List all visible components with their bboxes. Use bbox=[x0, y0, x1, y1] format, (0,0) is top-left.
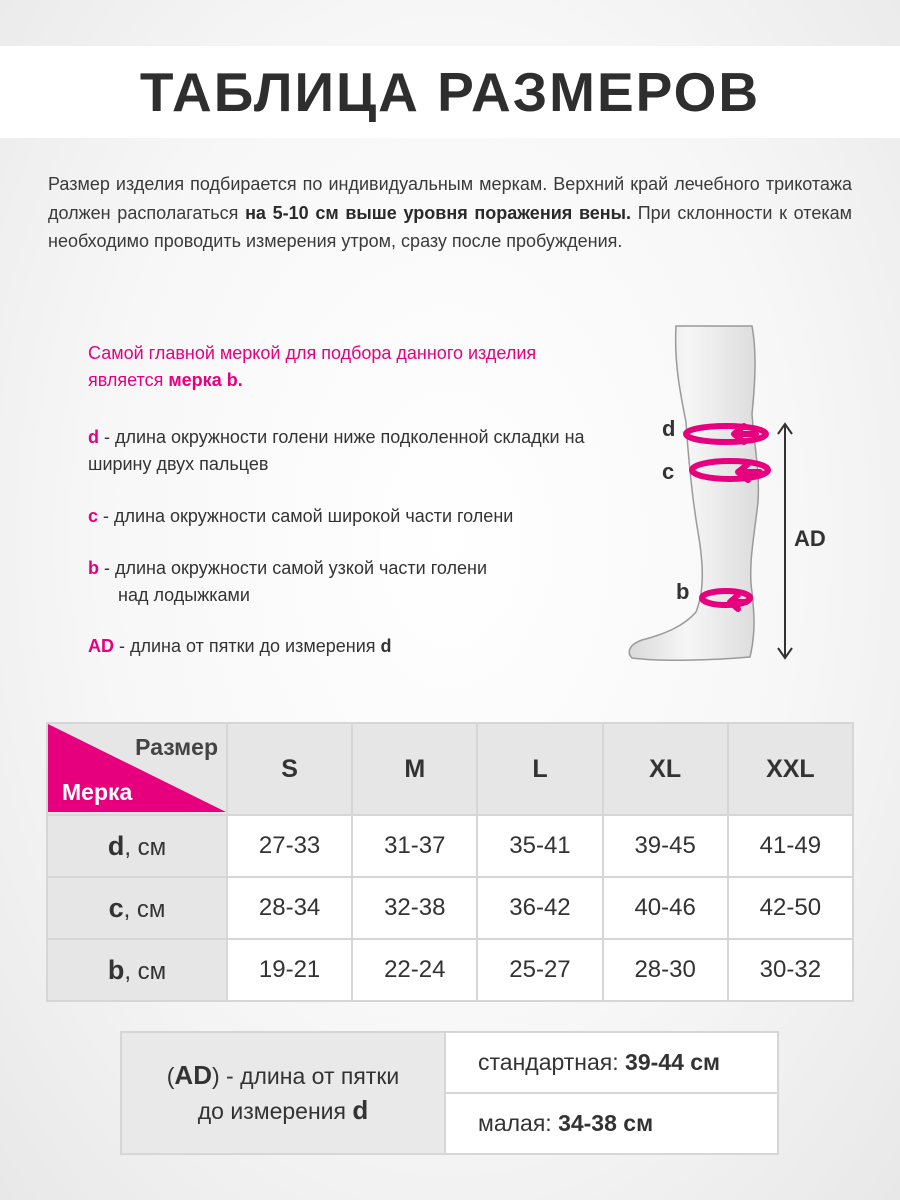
definition-ad-text: - длина от пятки до измерения bbox=[114, 636, 381, 656]
row-label bbox=[47, 815, 227, 877]
ad-open: ( bbox=[166, 1063, 175, 1089]
size-header: M bbox=[352, 723, 477, 815]
table-cell: 25-27 bbox=[477, 939, 602, 1001]
size-header: XXL bbox=[728, 723, 853, 815]
leg-figure bbox=[620, 322, 850, 672]
row-key: b bbox=[107, 954, 125, 985]
row-unit: , см bbox=[123, 895, 166, 923]
row-label bbox=[47, 877, 227, 939]
table-cell: 36-42 bbox=[477, 877, 602, 939]
size-table-header bbox=[47, 723, 853, 815]
definition-b-key: b bbox=[88, 558, 99, 578]
table-cell: 40-46 bbox=[603, 877, 728, 939]
ad-bold: d bbox=[352, 1095, 369, 1125]
size-header: L bbox=[477, 723, 602, 815]
ad-row-standard bbox=[121, 1032, 778, 1093]
size-table bbox=[46, 722, 854, 1002]
size-header: XL bbox=[603, 723, 728, 815]
figure-label-b: b bbox=[676, 579, 690, 604]
definition-ad-key: AD bbox=[88, 636, 114, 656]
definition-ad bbox=[88, 633, 608, 660]
lead-text: Самой главной меркой для подбора данного изделия является bbox=[88, 343, 537, 390]
corner-cell bbox=[47, 723, 227, 815]
row-unit: , см bbox=[124, 957, 167, 985]
table-row bbox=[47, 939, 853, 1001]
definition-b bbox=[88, 555, 608, 609]
table-cell: 19-21 bbox=[227, 939, 352, 1001]
table-cell: 32-38 bbox=[352, 877, 477, 939]
row-key: c bbox=[108, 892, 124, 923]
table-cell: 22-24 bbox=[352, 939, 477, 1001]
lead-bold: мерка b. bbox=[168, 370, 243, 390]
ad-small-label: малая: bbox=[478, 1110, 559, 1136]
table-cell: 30-32 bbox=[728, 939, 853, 1001]
ad-arrow bbox=[778, 424, 792, 658]
ad-text-2: до измерения bbox=[197, 1098, 353, 1124]
table-cell: 35-41 bbox=[477, 815, 602, 877]
table-row bbox=[47, 815, 853, 877]
definition-ad-bold: d bbox=[380, 636, 392, 656]
corner-measure-label: Мерка bbox=[62, 779, 133, 805]
definition-d-text: - длина окружности голени ниже подколенной складки на ширину двух пальцев bbox=[88, 427, 585, 474]
ad-small-value: 34-38 см bbox=[558, 1110, 654, 1136]
ad-length-table bbox=[120, 1031, 779, 1155]
definition-b-text: - длина окружности самой узкой части голени bbox=[99, 558, 488, 578]
table-cell: 27-33 bbox=[227, 815, 352, 877]
definition-c-text: - длина окружности самой широкой части голени bbox=[98, 506, 514, 526]
ad-key: AD bbox=[174, 1060, 212, 1090]
intro-paragraph bbox=[48, 170, 852, 256]
figure-label-ad: AD bbox=[794, 526, 826, 551]
row-key: d bbox=[107, 830, 125, 861]
corner-size-label: Размер bbox=[135, 734, 218, 760]
lead-note bbox=[88, 340, 608, 394]
definition-c bbox=[88, 503, 608, 530]
table-cell: 31-37 bbox=[352, 815, 477, 877]
figure-label-d: d bbox=[662, 416, 676, 441]
table-cell: 41-49 bbox=[728, 815, 853, 877]
intro-text-2: При склонности к отекам необходимо проводить измерения утром, сразу после пробуждения. bbox=[48, 202, 852, 251]
ad-standard-value: 39-44 см bbox=[625, 1049, 721, 1075]
table-cell: 42-50 bbox=[728, 877, 853, 939]
intro-text-1: Размер изделия подбирается по индивидуальным меркам. Верхний край лечебного трикотажа должен располагаться bbox=[48, 174, 852, 223]
size-header: S bbox=[227, 723, 352, 815]
row-label bbox=[47, 939, 227, 1001]
page-title: ТАБЛИЦА РАЗМЕРОВ bbox=[139, 61, 761, 123]
ad-small bbox=[445, 1093, 778, 1154]
ad-description bbox=[121, 1032, 445, 1154]
definition-d bbox=[88, 424, 608, 478]
definition-d-key: d bbox=[88, 427, 99, 447]
figure-label-c: c bbox=[662, 459, 675, 484]
ad-close: ) bbox=[211, 1063, 220, 1089]
intro-bold: на 5-10 см выше уровня поражения вены. bbox=[245, 202, 632, 223]
table-cell: 39-45 bbox=[603, 815, 728, 877]
ad-standard bbox=[445, 1032, 778, 1093]
table-cell: 28-30 bbox=[603, 939, 728, 1001]
ad-text-1: - длина от пятки bbox=[219, 1063, 400, 1089]
ad-standard-label: стандартная: bbox=[478, 1049, 626, 1075]
definition-c-key: c bbox=[88, 506, 99, 526]
definition-b-continuation: над лодыжками bbox=[118, 585, 250, 605]
row-unit: , см bbox=[124, 833, 167, 861]
table-row bbox=[47, 877, 853, 939]
table-cell: 28-34 bbox=[227, 877, 352, 939]
